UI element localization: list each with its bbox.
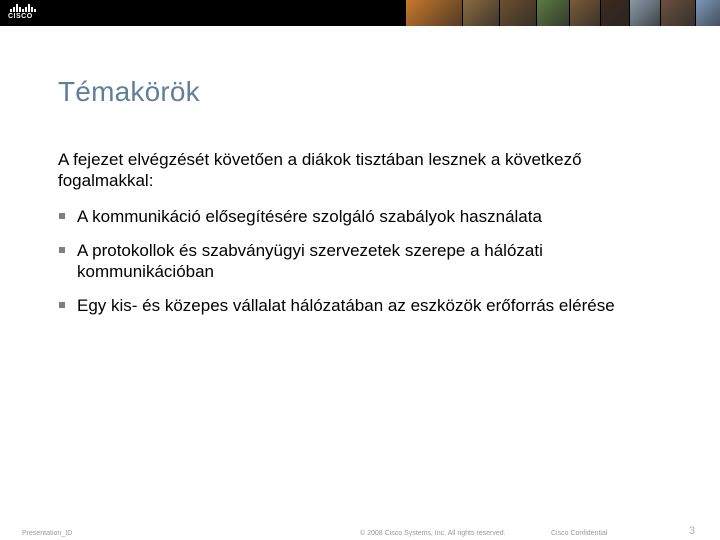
photo-tile-man-portrait bbox=[661, 0, 696, 26]
photo-tile-woman-headset bbox=[463, 0, 500, 26]
bullet-item bbox=[58, 240, 678, 282]
confidential-label: Cisco Confidential bbox=[551, 530, 608, 537]
square-bullet-icon bbox=[59, 302, 65, 308]
page-number: 3 bbox=[689, 525, 696, 537]
cisco-bridge-icon bbox=[10, 4, 42, 12]
photo-tile-student-green bbox=[537, 0, 570, 26]
photo-tile-smiling-man bbox=[500, 0, 537, 26]
slide-footer bbox=[0, 527, 720, 540]
bullet-text: A kommunikáció elősegítésére szolgáló szabályok használata bbox=[77, 207, 542, 226]
square-bullet-icon bbox=[59, 213, 65, 219]
title-divider bbox=[0, 52, 720, 53]
bullet-text: A protokollok és szabványügyi szervezetek szerepe a hálózati kommunikációban bbox=[77, 241, 543, 281]
header-photo-strip bbox=[406, 0, 720, 26]
photo-tile-city bbox=[630, 0, 661, 26]
square-bullet-icon bbox=[59, 247, 65, 253]
photo-tile-autumn-leaves bbox=[406, 0, 463, 26]
header-banner bbox=[0, 0, 720, 26]
photo-tile-woman-laptop bbox=[570, 0, 601, 26]
slide-intro-text: A fejezet elvégzését követően a diákok tisztában lesznek a következő fogalmakkal: bbox=[58, 150, 582, 190]
copyright-notice: © 2008 Cisco Systems, Inc. All rights reserved. bbox=[360, 530, 506, 537]
bullet-list bbox=[58, 206, 678, 329]
presentation-id: Presentation_ID bbox=[22, 530, 73, 537]
cisco-logo bbox=[8, 4, 42, 22]
bullet-item bbox=[58, 206, 678, 227]
photo-tile-woman-dark-hair bbox=[601, 0, 630, 26]
cisco-logo-text: CISCO bbox=[8, 13, 33, 20]
photo-tile-blue-sky bbox=[696, 0, 720, 26]
bullet-item bbox=[58, 295, 678, 316]
bullet-text: Egy kis- és közepes vállalat hálózatában az eszközök erőforrás elérése bbox=[77, 296, 615, 315]
slide-title: Témakörök bbox=[58, 76, 200, 107]
